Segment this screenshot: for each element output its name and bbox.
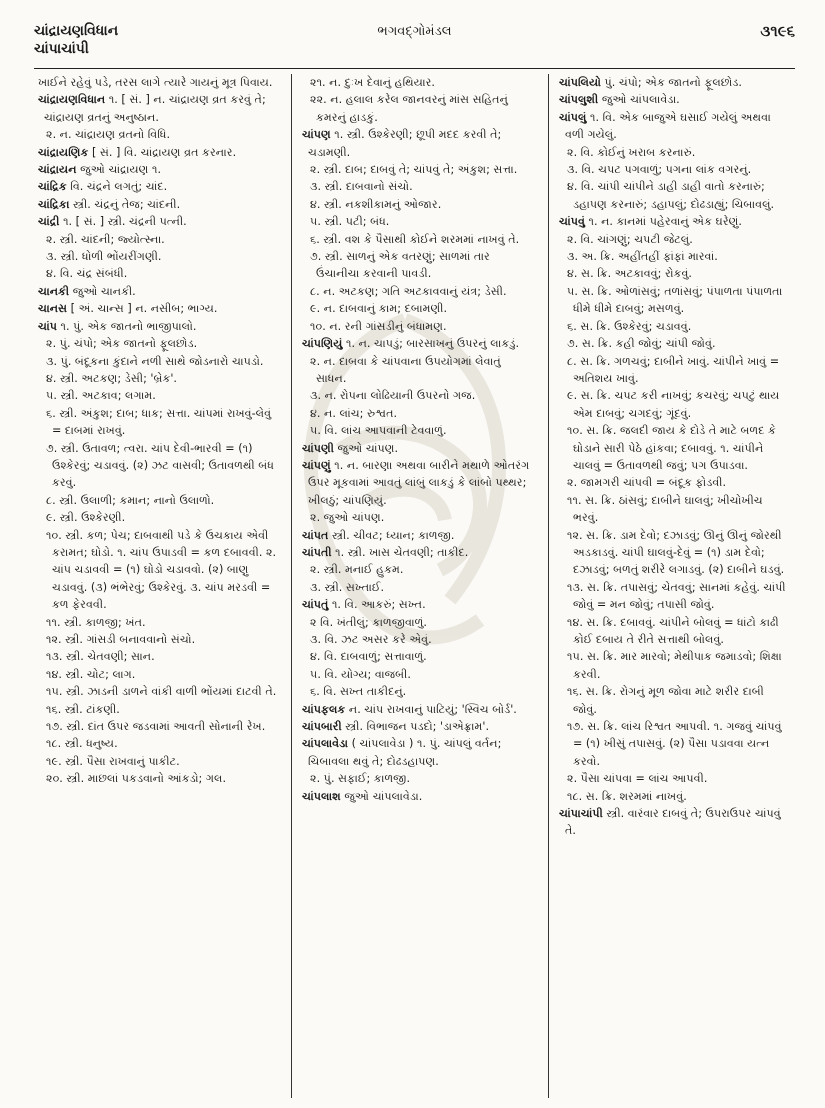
entry-definition: સ્ત્રી. ચંદ્રનું તેજ; ચાંદની. <box>73 197 181 211</box>
dictionary-entry <box>559 805 791 840</box>
entry-headword: ચાંપલિયો <box>559 76 601 89</box>
entry-headword: ચાંપણ <box>302 128 331 142</box>
entry-definition: ૧. ન. બારણા અથવા બારીને મથાળે ઓતરંગ ઉપર મૂકવામાં આવતું લાંબું લાકડું કે લાંબો પથ્થર; ખીલઠું; ચાંપણિયું. <box>308 458 530 507</box>
dictionary-entry <box>302 335 534 352</box>
entry-headword: ચાંપતું <box>302 598 329 612</box>
dictionary-entry <box>38 178 277 195</box>
entry-headword: ચાંદ્રિકા <box>38 197 70 211</box>
dictionary-entry <box>302 596 534 613</box>
entry-definition: ૪. ન. લાંચ; રુશ્વત. <box>310 406 398 420</box>
entry-definition: ન. ચાંપ રાખવાનું પાટિયું; 'સ્વિચ બોર્ડ'. <box>348 702 517 716</box>
entry-definition: ૬. વિ. સખ્ત તાકીદનું. <box>310 685 407 699</box>
entry-definition: ૧૭. સ્ત્રી. દાંત ઉપર જડવામાં આવતી સોનાની રેખ. <box>46 720 266 734</box>
dictionary-entry <box>302 300 534 317</box>
dictionary-entry <box>302 213 534 230</box>
dictionary-entry <box>559 492 791 527</box>
entry-definition: ૧૦. સ. ક્રિ. જલદી જાય કે દોડે તે માટે બળદ કે ઘોડાને સારી પેઠે હાંકવા; દબાવવું. ૧. ચાંપીને ચાલવું = ઉતાવળથી જવું; પગ ઉપાડવા. <box>567 424 776 472</box>
dictionary-entry <box>559 718 791 770</box>
entry-definition: ૨. વિ. ચાંગણું; ચપટી જેટલું. <box>567 232 693 246</box>
entry-definition: ૧૦. સ્ત્રી. કળ; પેચ; દાબવાથી પડે કે ઉચકાય એવી કરામત; ઘોડો. ૧. ચાંપ ઉપાડવી = કળ દબાવવી. ૨. ચાંપ ચડાવવી = (૧) ઘોડો ચડાવવો. (૨) બાણુ ચડાવવું. (૩) ભંભેરવું; ઉશ્કેરવું. ૩. ચાંપ મરડવી = કળ ફેરવવી. <box>46 528 277 612</box>
entry-definition: ૧. [ સં. ] ન. ચાંદ્રાયણ વ્રત કરવું તે; ચાંદ્રાયણ વ્રતનું અનુષ્ઠાન. <box>44 93 266 124</box>
entry-headword: ચાંદ્રાયણિક <box>38 145 89 159</box>
entry-headword: ચાંદ્રાયણવિધાન <box>38 93 106 107</box>
dictionary-entry <box>559 109 791 144</box>
dictionary-entry <box>302 457 534 509</box>
dictionary-entry <box>302 701 534 718</box>
dictionary-entry <box>38 509 277 526</box>
dictionary-entry <box>559 335 791 352</box>
entry-definition: ૧. વિ. આકરું; સખ્ત. <box>331 598 426 612</box>
entry-definition: ૩. અ. ક્રિ. અહીંતહીં ફાંફાં મારવાં. <box>567 250 718 264</box>
dictionary-entry <box>302 126 534 161</box>
entry-definition: ૧૯. સ્ત્રી. પૈસા રાખવાનું પાકીટ. <box>46 754 180 768</box>
entry-definition: ૧૫. સ. ક્રિ. માર મારવો; મેથીપાક જમાડવો; શિક્ષા કરવી. <box>567 650 782 681</box>
entry-definition: ૫. સ્ત્રી. અટકાવ; લગામ. <box>46 389 156 403</box>
column-2 <box>291 74 538 1098</box>
entry-headword: ચાંપણું <box>302 458 331 472</box>
column-3 <box>548 74 795 1098</box>
entry-definition: ૨. પું. સફાઈ; કાળજી. <box>310 772 410 786</box>
dictionary-entry <box>559 248 791 265</box>
entry-definition: ૩. વિ. ઝટ અસર કરે એવું. <box>310 633 432 646</box>
entry-definition: ૫. સ્ત્રી. પટી; બંધ. <box>310 215 390 229</box>
entry-definition: વિ. ચંદ્રને લગતું; ચાંદ. <box>70 180 168 194</box>
entry-definition: ૩. વિ. ચપટ પગવાળું; પગના લાંક વગરનું. <box>567 163 752 177</box>
dictionary-entry <box>38 196 277 213</box>
dictionary-entry <box>302 579 534 596</box>
entry-headword: ચાંદ્રાયન <box>38 163 77 177</box>
dictionary-entry <box>559 178 791 213</box>
dictionary-entry <box>559 231 791 248</box>
entry-definition: [ અં. ચાન્સ ] ન. નસીબ; ભાગ્ય. <box>70 302 218 316</box>
entry-definition: ૬. સ્ત્રી. વશ કે પૈસાથી કોઈને શરમમાં નાખવું તે. <box>310 232 520 246</box>
entry-definition: ૮. સ. ક્રિ. ગળચવું; દાબીને ખાવું. ચાંપીને ખાવું = અતિશય ખાવું. <box>567 354 780 385</box>
header-last-word: ચાંપાચાંપી <box>34 41 89 57</box>
dictionary-entry <box>38 318 277 335</box>
entry-definition: ૩. પું. બંદૂકના કુંદાને નળી સાથે જોડનારો ચાપડો. <box>46 354 264 368</box>
entry-definition: પું. ચંપો; એક જાતનો ફૂલછોડ. <box>604 76 742 89</box>
dictionary-entry <box>302 718 534 735</box>
dictionary-entry <box>38 353 277 370</box>
dictionary-entry <box>38 300 277 317</box>
entry-definition: ( ચાંપલાવેડા ) ૧. પું. ચાંપલું વર્તન; ચિબાવલા થવું તે; દોઢડહાપણ. <box>308 737 502 768</box>
dictionary-entry <box>302 770 534 787</box>
entry-definition: જુઓ ચાંપલાવેડા. <box>601 93 680 107</box>
dictionary-entry <box>302 353 534 388</box>
dictionary-entry <box>38 231 277 248</box>
dictionary-entry <box>559 770 791 787</box>
dictionary-entry <box>38 265 277 282</box>
entry-definition: ૨૧. ન. દુઃખ દેવાનું હથિયાર. <box>310 76 435 89</box>
dictionary-entry <box>302 283 534 300</box>
entry-definition: જુઓ ચાંદ્રાયણ ૧. <box>80 163 162 177</box>
dictionary-entry <box>559 161 791 178</box>
entry-definition: ૪. સ. ક્રિ. અટકાવવું; રોકવું. <box>567 267 692 281</box>
entry-definition: ૫. સ. ક્રિ. ઓળાંસવું; તળાંસવું; પંપાળતા પંપાળતા ધીમે ધીમે દાબવું; મસળવું. <box>567 284 783 316</box>
entry-definition: ૨. જુઓ ચાંપણ. <box>310 511 385 525</box>
dictionary-entry <box>38 370 277 387</box>
entry-definition: ૫. વિ. લાંચ આપવાની ટેવવાળું. <box>310 424 447 438</box>
entry-headword: ચાંપણી <box>302 441 334 455</box>
entry-definition: [ સં. ] વિ. ચાંદ્રાયણ વ્રત કરનાર. <box>91 145 237 159</box>
entry-definition: ૪. સ્ત્રી. અટકણ; ડેસી; 'બ્રેક'. <box>46 371 177 385</box>
entry-headword: ચાનકી <box>38 284 70 298</box>
dictionary-entry <box>38 161 277 178</box>
dictionary-entry <box>559 387 791 422</box>
entry-definition: ૧૧. સ. ક્રિ. ઠાંસવું; દાબીને ઘાલવું; ખીચોખીચ ભરવું. <box>567 493 763 525</box>
entry-headword: ચાંપલું <box>559 110 587 124</box>
entry-definition: ૨. સ્ત્રી. દાબ; દાબવું તે; ચાંપવું તે; અંકુશ; સત્તા. <box>310 163 518 177</box>
dictionary-entry <box>38 631 277 648</box>
page-number: ૩૧૯૬ <box>760 22 795 40</box>
dictionary-entry <box>38 91 277 126</box>
dictionary-entry <box>559 265 791 282</box>
dictionary-entry <box>302 196 534 213</box>
entry-definition: ૬. સ. ક્રિ. ઉશ્કેરવું; ચડાવવું. <box>567 319 692 333</box>
entry-definition: સ્ત્રી. ચીવટ; ધ્યાન; કાળજી. <box>331 528 455 542</box>
entry-definition: ૧. વિ. એક બાજુએ ઘસાઈ ગયેલું અથવા વળી ગયેલું. <box>565 110 771 142</box>
entry-definition: ૧૩. સ્ત્રી. ચેતવણી; સાન. <box>46 650 155 664</box>
dictionary-entry <box>302 527 534 544</box>
dictionary-entry <box>559 353 791 388</box>
entry-definition: ૨. સ્ત્રી. મનાઈ હુકમ. <box>310 563 404 577</box>
dictionary-entry <box>559 144 791 161</box>
dictionary-entry <box>302 178 534 195</box>
header-rule <box>34 68 795 69</box>
entry-definition: ૨. પું. ચંપો; એક જાતનો ફૂલછોડ. <box>46 337 198 351</box>
entry-definition: ૧૩. સ. ક્રિ. તપાસવું; ચેતવવું; સાનમાં કહેવું. ચાંપી જોવું = મન જોવું; તપાસી જોવું. <box>567 580 786 612</box>
entry-definition: ૨. સ્ત્રી. ચાંદની; જ્યોત્સ્ના. <box>46 232 165 246</box>
entry-definition: ૧૮. સ. ક્રિ. શરમમાં નાખવું. <box>567 789 687 803</box>
dictionary-entry <box>559 474 791 491</box>
dictionary-entry <box>38 213 277 230</box>
entry-definition: ૭. સ્ત્રી. ઉતાવળ; ત્વરા. ચાંપ દેવી-ભારવી = (૧) ઉશ્કેરવું; ચડાવવું. (૨) ઝટ વાસવી; ઉતાવળથી બંધ કરવું. <box>46 441 274 490</box>
entry-definition: ૧૫. સ્ત્રી. ઝાડની ડાળને વાંકી વાળી ભોંયમાં દાટવી તે. <box>46 685 277 699</box>
entry-definition: જુઓ ચાંપણ. <box>337 441 399 455</box>
entry-definition: ૧૨. સ. ક્રિ. ડામ દેવો; દઝાડવું; ઊનું ઊનું જોરથી અડકાડવું. ચાંપી ઘાલવું-દેવું = (૧) ડામ દેવો; દઝાડવું; બળતું શરીરે લગાડવું. (૨) દાબીને ઘડવું. <box>567 528 785 577</box>
dictionary-columns <box>34 74 795 1098</box>
entry-definition: ૨. વિ. કોઈનું ખરાબ કરનારું. <box>567 145 696 159</box>
dictionary-entry <box>302 387 534 404</box>
entry-definition: ૩. સ્ત્રી. દાબવાનો સંચો. <box>310 180 413 194</box>
dictionary-entry <box>38 701 277 718</box>
dictionary-entry <box>559 527 791 579</box>
dictionary-entry <box>38 648 277 665</box>
entry-definition: જુઓ ચાનકી. <box>72 284 136 298</box>
entry-headword: ચાંપણિયું <box>302 337 343 351</box>
entry-definition: ૯. સ્ત્રી. ઉશ્કેરણી. <box>46 511 126 525</box>
entry-definition: ૨૨. ન. હલાલ કરેલ જાનવરનું માંસ સહિતનું કમરનું હાડકું. <box>310 93 508 124</box>
dictionary-entry <box>559 683 791 718</box>
entry-definition: ૧૪. સ્ત્રી. ચોટ; લાગ. <box>46 667 136 681</box>
dictionary-entry <box>38 405 277 440</box>
entry-definition: ૧૬. સ્ત્રી. ટાંકણી. <box>46 702 120 716</box>
entry-definition: ૯. સ. ક્રિ. ચપટ કરી નાખવું; કચરવું; ચપટું થાય એમ દાબવું; ચગદવું; ગૂંદવું. <box>567 389 780 420</box>
dictionary-entry <box>38 144 277 161</box>
header-first-word: ચાંદ્રાયણવિધાન <box>34 23 119 39</box>
entry-definition: ૧. [ સં. ] સ્ત્રી. ચંદ્રની પત્ની. <box>63 215 187 229</box>
dictionary-entry <box>302 231 534 248</box>
entry-headword: ચાંપ <box>38 319 57 333</box>
entry-definition: ૬. સ્ત્રી. અંકુશ; દાબ; ધાક; સત્તા. ચાંપમાં રાખવું-લેવું = દાબમાં રાખવું. <box>46 406 272 438</box>
entry-definition: સ્ત્રી. વિભાજન પડદો; 'ડાએફ્રામ'. <box>345 720 490 734</box>
entry-definition: ૧૨. સ્ત્રી. ગાંસડી બનાવવાનો સંચો. <box>46 633 196 646</box>
entry-headword: ચાંપબારી <box>302 720 342 734</box>
dictionary-entry <box>302 561 534 578</box>
dictionary-entry <box>302 788 534 805</box>
page-header <box>34 22 795 70</box>
dictionary-entry <box>38 666 277 683</box>
entry-headword: ચાંપલાશ <box>302 789 341 803</box>
entry-headword: ચાંદ્રી <box>38 215 60 229</box>
entry-definition: ૧. પું. એક જાતનો ભાજીપાલો. <box>60 319 197 333</box>
dictionary-entry <box>302 509 534 526</box>
dictionary-entry <box>302 683 534 700</box>
entry-headword: ચાંપતી <box>302 545 332 559</box>
entry-definition: ૨. પૈસા ચાંપવા = લાંચ આપવી. <box>567 772 708 786</box>
dictionary-entry <box>38 614 277 631</box>
dictionary-entry <box>559 213 791 230</box>
entry-definition: ૪. વિ. દાબવાળું; સત્તાવાળું. <box>310 650 427 664</box>
book-title: ભગવદ્ગોમંડલ <box>377 24 452 39</box>
entry-definition: ૧૪. સ. ક્રિ. દબાવવું. ચાંપીને બોલવું = ધાંટો કાઢી કોઈ દબાય તે રીતે સત્તાથી બોલવું. <box>567 615 779 646</box>
entry-definition: ૪. સ્ત્રી. નકશીકામનું ઓજાર. <box>310 197 442 211</box>
entry-definition: સ્ત્રી. વારંવાર દાબવું તે; ઉપરાઉપર ચાંપવું તે. <box>565 807 781 838</box>
entry-definition: ૧૦. ન. રની ગાંસડીનું બંધામણ. <box>310 319 447 333</box>
entry-definition: ૮. સ્ત્રી. ઉલાળી; કમાન; નાનો ઉલાળો. <box>46 493 215 507</box>
column-1 <box>34 74 281 1098</box>
dictionary-entry <box>302 91 534 126</box>
dictionary-entry <box>302 735 534 770</box>
entry-headword: ચાંપફલક <box>302 702 346 716</box>
dictionary-entry <box>302 248 534 283</box>
dictionary-entry <box>38 735 277 752</box>
dictionary-entry <box>38 683 277 700</box>
dictionary-entry <box>559 318 791 335</box>
dictionary-entry <box>559 648 791 683</box>
entry-definition: ૧. ન. કાનમાં પહેરવાનું એક ઘરેણું. <box>588 215 742 229</box>
dictionary-entry <box>302 405 534 422</box>
entry-definition: ૨ વિ. ખંતીલું; કાળજીવાળું. <box>310 615 427 629</box>
entry-definition: ૧૮. સ્ત્રી. ધનુષ્ય. <box>46 737 118 751</box>
entry-headword: ચાંપલુશી <box>559 93 599 107</box>
dictionary-entry <box>38 440 277 492</box>
dictionary-entry <box>559 91 791 108</box>
dictionary-entry <box>38 335 277 352</box>
dictionary-entry <box>302 161 534 178</box>
dictionary-entry <box>38 492 277 509</box>
entry-definition: ૮. ન. અટકણ; ગતિ અટકાવવાનું યંત્ર; ડેસી. <box>310 284 507 298</box>
entry-definition: ૩. સ્ત્રી. ધોળી ભોંયરીંગણી. <box>46 250 162 264</box>
dictionary-entry <box>38 248 277 265</box>
dictionary-entry <box>559 422 791 474</box>
dictionary-entry <box>559 579 791 614</box>
entry-definition: ૧. ન. ચાપડું; બારસાખનું ઉપરનું લાકડું. <box>345 337 520 351</box>
dictionary-entry <box>38 527 277 614</box>
dictionary-entry <box>559 74 791 91</box>
entry-headword: ચાંપવું <box>559 215 585 229</box>
entry-definition: ૧૬. સ. ક્રિ. રોગનું મૂળ જોવા માટે શરીર દાબી જોવું. <box>567 685 764 716</box>
entry-definition: ૧. સ્ત્રી. ઉશ્કેરણી; છૂપી મદદ કરવી તે; ચડામણી. <box>308 128 502 159</box>
dictionary-entry <box>38 770 277 787</box>
entry-definition: ૨. ન. ચાંદ્રાયણ વ્રતનો વિધિ. <box>46 128 171 142</box>
entry-definition: ૧૧. સ્ત્રી. કાળજી; ખંત. <box>46 615 146 629</box>
dictionary-entry <box>302 318 534 335</box>
entry-definition: ૫. વિ. યોગ્ય; વાજબી. <box>310 667 411 681</box>
dictionary-entry <box>38 126 277 143</box>
dictionary-entry <box>302 74 534 91</box>
entry-definition: ૩. ન. રોપના લોઢિયાની ઉપરનો ગજ. <box>310 389 476 403</box>
entry-definition: ખાઈને રહેવું પડે, તરસ લાગે ત્યારે ગાયનું મૂત્ર પિવાય. <box>38 76 273 89</box>
dictionary-entry <box>38 718 277 735</box>
entry-definition: ૭. સ્ત્રી. સાળનું એક વતરણું; સાળમાં તાર ઉંચાનીચા કરવાની પાવડી. <box>310 250 490 281</box>
dictionary-entry <box>302 614 534 631</box>
entry-definition: ૪. વિ. ચાંપી ચાંપીને ડાહી ડાહી વાતો કરનારું; ડહાપણ કરનારું; ડહાપલું; દોઢડાહ્યું; ચિબાવલું. <box>567 180 775 211</box>
dictionary-entry <box>38 753 277 770</box>
entry-definition: ૨. જામગરી ચાંપવી = બંદૂક ફોડવી. <box>567 476 727 490</box>
entry-definition: ૩. સ્ત્રી. સખ્તાઈ. <box>310 580 385 594</box>
entry-definition: ૪. વિ. ચંદ્ર સંબંધી. <box>46 267 128 281</box>
dictionary-entry <box>38 387 277 404</box>
dictionary-entry <box>38 74 277 91</box>
dictionary-entry <box>302 648 534 665</box>
dictionary-entry <box>559 283 791 318</box>
entry-definition: જુઓ ચાંપલાવેડા. <box>344 789 423 803</box>
entry-headword: ચાંપાચાંપી <box>559 807 603 821</box>
dictionary-entry <box>559 614 791 649</box>
dictionary-entry <box>302 666 534 683</box>
dictionary-entry <box>302 544 534 561</box>
entry-definition: ૧. સ્ત્રી. ખાસ ચેતવણી; તાકીદ. <box>335 545 469 559</box>
entry-definition: ૭. સ. ક્રિ. કહી જોવું; ચાંપી જોવું. <box>567 337 716 351</box>
dictionary-entry <box>302 422 534 439</box>
dictionary-entry <box>302 631 534 648</box>
entry-headword: ચાંદ્રિક <box>38 180 67 194</box>
dictionary-entry <box>559 788 791 805</box>
entry-headword: ચાંપત <box>302 528 329 542</box>
entry-headword: ચાનસ <box>38 302 68 316</box>
entry-headword: ચાંપલાવેડા <box>302 737 349 751</box>
entry-definition: ૨૦. સ્ત્રી. માછલાં પકડવાનો આંકડો; ગલ. <box>46 772 227 786</box>
dictionary-entry <box>38 283 277 300</box>
dictionary-entry <box>302 440 534 457</box>
entry-definition: ૨. ન. દાબવા કે ચાંપવાના ઉપયોગમાં લેવાતું સાધન. <box>310 354 501 385</box>
entry-definition: ૧૭. સ. ક્રિ. લાંચ રિશ્વત આપવી. ૧. ગજવું ચાંપવું = (૧) ખીસું તપાસવું. (૨) પૈસા પડાવવા યત્ન કરવો. <box>567 720 782 768</box>
entry-definition: ૯. ન. દાબવાનું કામ; દબામણી. <box>310 302 448 316</box>
